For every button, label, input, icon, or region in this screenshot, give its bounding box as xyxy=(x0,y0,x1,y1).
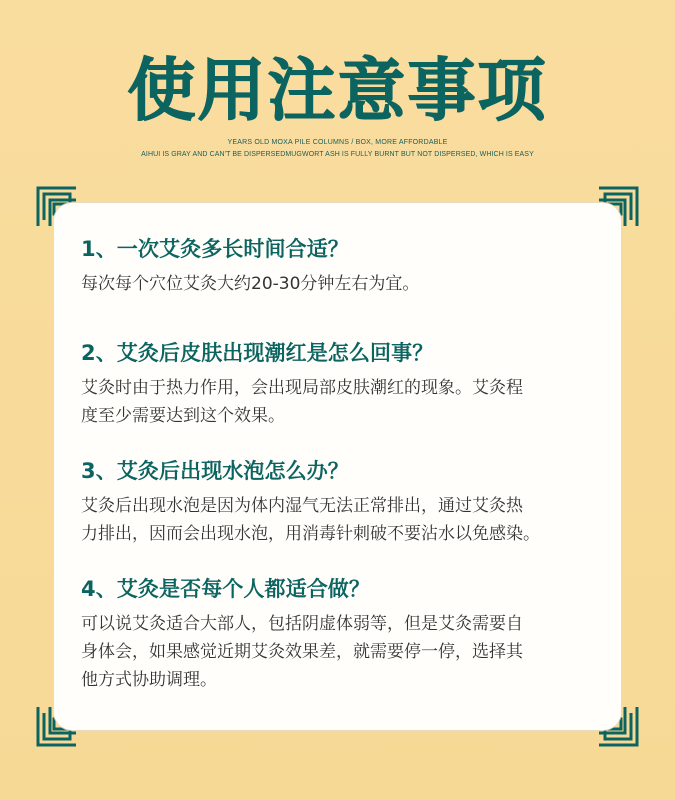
subtitle-line-1: YEARS OLD MOXA PILE COLUMNS / BOX, MORE AFFORDABLE xyxy=(227,139,448,146)
faq-question-1: 1、一次艾灸多长时间合适？ xyxy=(81,237,349,261)
page-title: 使用注意事项 xyxy=(127,52,548,131)
faq-answer-4: 可以说艾灸适合大部人，包括阴虚体弱等，但是艾灸需要自 身体会，如果感觉近期艾灸效果差，就需要停一停，选择其 他方式协助调理。 xyxy=(81,614,523,690)
faq-question-4: 4、艾灸是否每个人都适合做？ xyxy=(81,577,371,601)
faq-item-2 xyxy=(81,340,621,430)
faq-question-3: 3、艾灸后出现水泡怎么办？ xyxy=(81,459,349,483)
faq-answer-3: 艾灸后出现水泡是因为体内湿气无法正常排出，通过艾灸热 力排出，因而会出现水泡，用消毒针刺破不要沾水以免感染。 xyxy=(81,496,540,544)
faq-item-4 xyxy=(81,576,621,694)
faq-item-1 xyxy=(81,236,621,298)
faq-answer-1: 每次每个穴位艾灸大约20-30分钟左右为宜。 xyxy=(81,274,420,294)
subtitle-line-2: AIHUI IS GRAY AND CAN'T BE DISPERSEDMUGWORT ASH IS FULLY BURNT BUT NOT DISPERSED, WHICH IS EASY xyxy=(141,151,534,158)
faq-item-3 xyxy=(81,458,621,548)
faq-answer-2: 艾灸时由于热力作用，会出现局部皮肤潮红的现象。艾灸程 度至少需要达到这个效果。 xyxy=(81,378,523,426)
faq-question-2: 2、艾灸后皮肤出现潮红是怎么回事？ xyxy=(81,341,434,365)
